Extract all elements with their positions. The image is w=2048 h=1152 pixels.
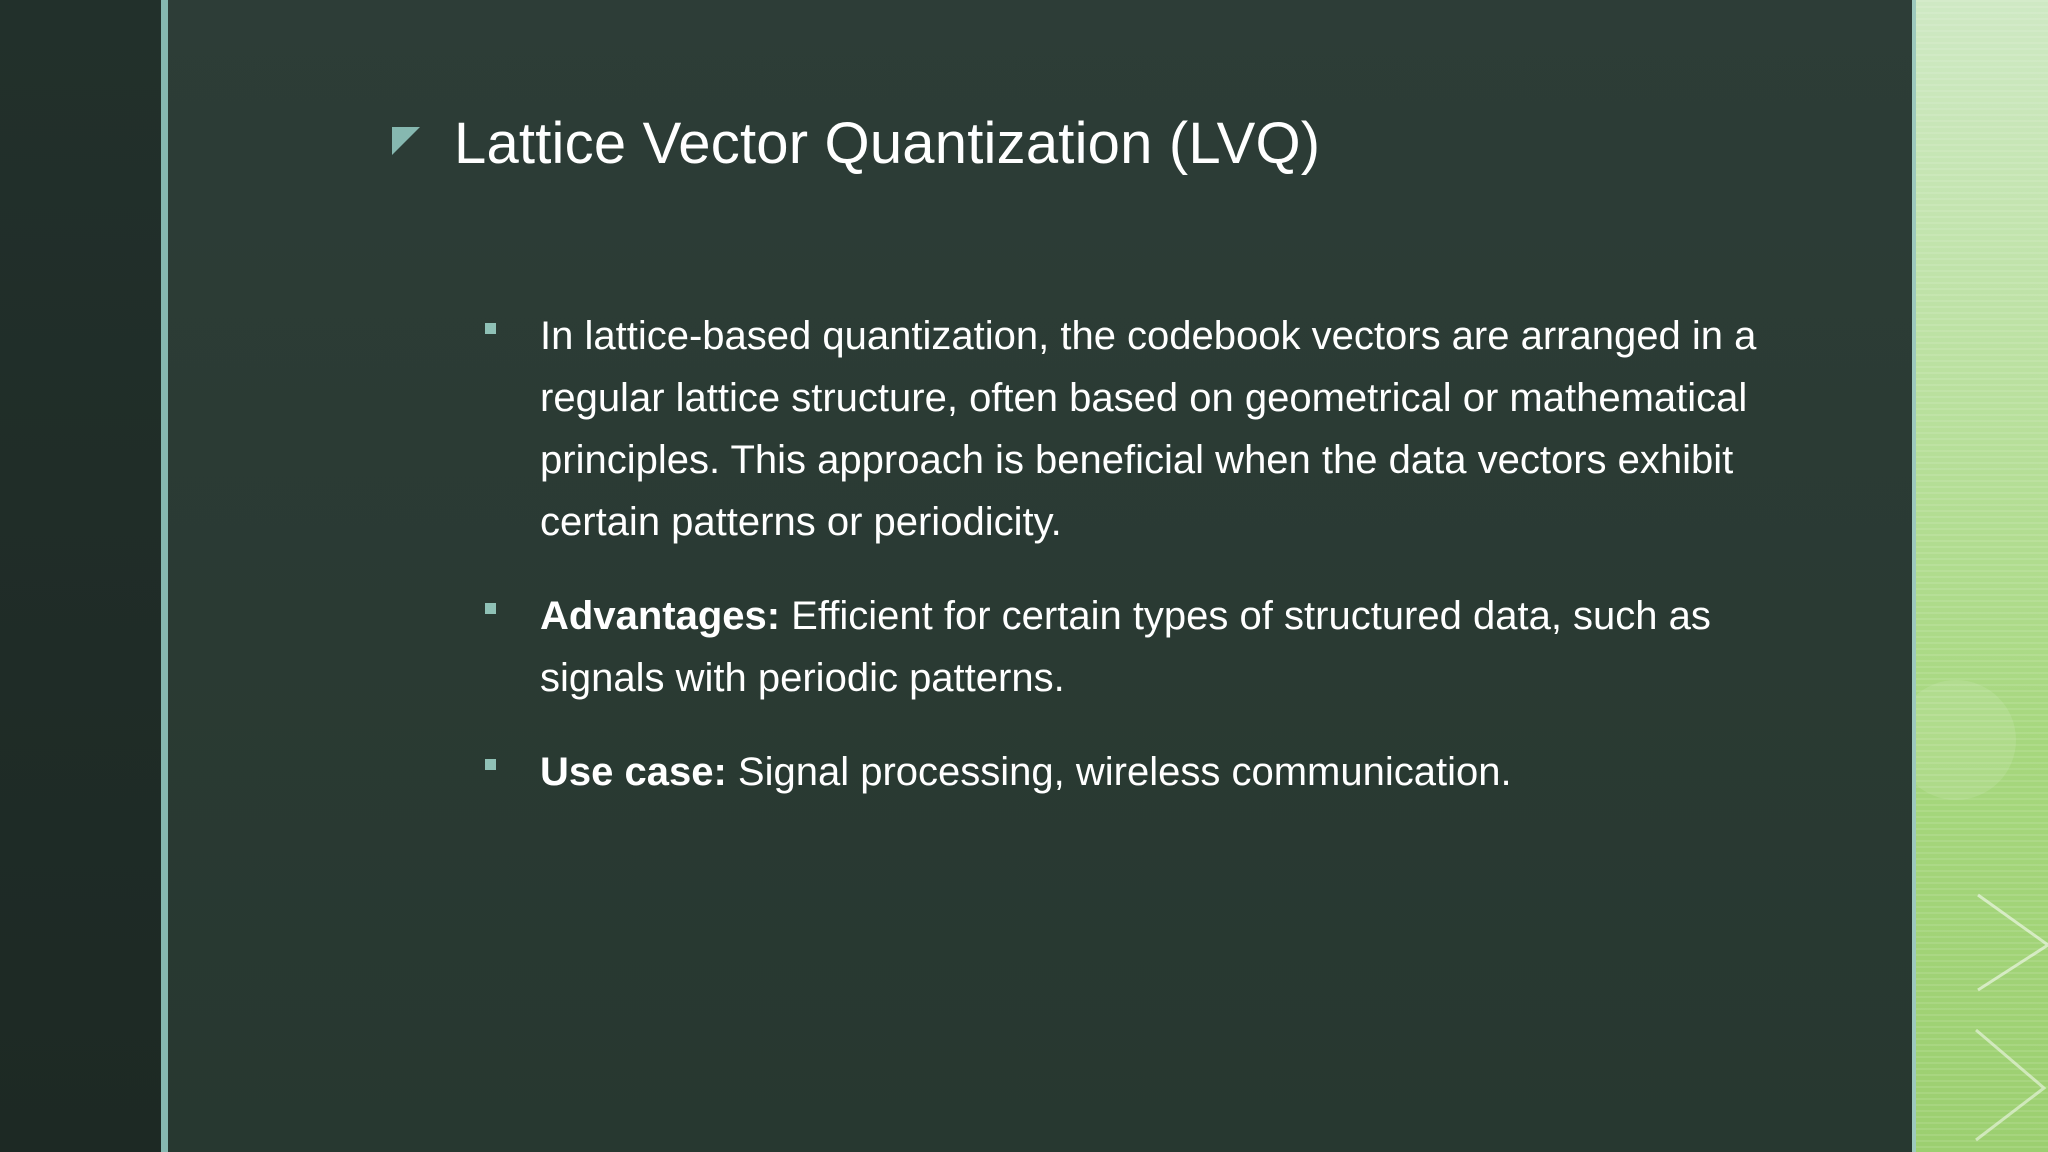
- bullet-item-use-case: [480, 741, 1780, 803]
- bullet-lead: Use case:: [540, 750, 727, 794]
- square-bullet-icon: [485, 759, 496, 770]
- left-decorative-band: [0, 0, 161, 1152]
- slide-title-row: [392, 108, 1320, 180]
- bullet-text: In lattice-based quantization, the codebook vectors are arranged in a regular lattice structure, often based on geometrical or mathematical principles. This approach is beneficial when the data vectors exhibit certain patterns or periodicity.: [540, 314, 1757, 544]
- chevron-decoration-icon: [1916, 0, 2048, 1152]
- bullet-list: [480, 305, 1780, 835]
- bullet-lead: Advantages:: [540, 594, 781, 638]
- bullet-item-lattice: [480, 305, 1780, 553]
- bullet-text: Efficient for certain types of structured data, such as signals with periodic patterns.: [540, 594, 1711, 700]
- bullet-item-advantages: [480, 585, 1780, 709]
- corner-triangle-icon: [392, 127, 420, 155]
- square-bullet-icon: [485, 323, 496, 334]
- left-accent-rule: [161, 0, 168, 1152]
- slide-title: Lattice Vector Quantization (LVQ): [454, 111, 1321, 176]
- right-decorative-band: [1916, 0, 2048, 1152]
- square-bullet-icon: [485, 603, 496, 614]
- bullet-text: Signal processing, wireless communication.: [726, 750, 1512, 794]
